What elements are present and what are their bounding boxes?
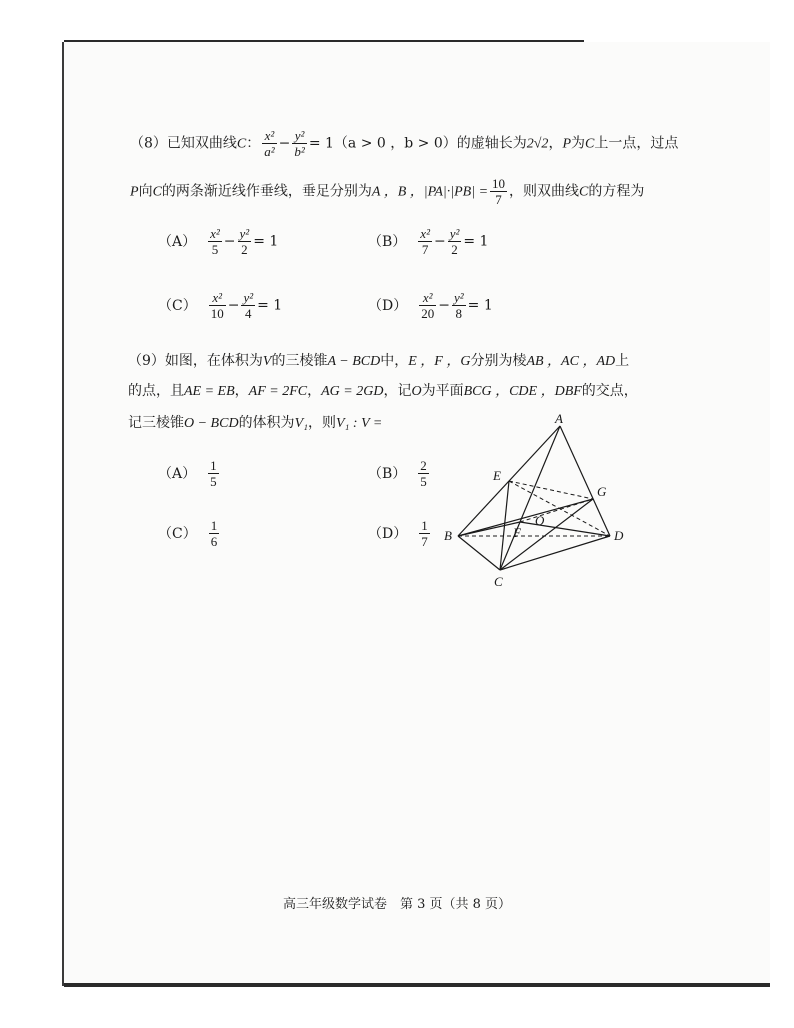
frac-num: 1	[210, 518, 218, 533]
option-frac	[452, 290, 466, 321]
edge-bc	[458, 536, 500, 570]
q9-text: ，则	[307, 415, 336, 431]
option-label: （A）	[158, 233, 197, 250]
q8-var: C	[236, 136, 247, 152]
edge-ad	[560, 426, 610, 536]
q9-points: E ，F ，G	[408, 354, 471, 369]
q8-option-d[interactable]: （D） $\frac{\text{x²}}{20}$ − $\frac{\text{y²}}{8}$ = 1	[368, 290, 493, 321]
option-frac	[208, 226, 222, 257]
frac-den: 20	[421, 306, 435, 321]
q9-text: 如图，在体积为	[164, 353, 263, 369]
option-label: （A）	[158, 465, 197, 482]
frac-den: 5	[210, 474, 217, 489]
q9-planes: BCG ，CDE ，DBF	[463, 384, 582, 399]
label-e: E	[493, 468, 501, 483]
q9-pyramid: O − BCD	[184, 416, 239, 431]
q9-text: 的三棱锥	[271, 353, 328, 369]
q9-option-d[interactable]	[368, 518, 432, 549]
option-rhs: = 1	[257, 297, 283, 314]
label-b: B	[444, 528, 452, 543]
label-o: O	[535, 513, 545, 528]
q8-text: ，	[548, 135, 563, 152]
q8-text: 的虚轴长为	[456, 135, 527, 152]
q8-text: 的两条渐近线作垂线，垂足分别为	[161, 183, 372, 200]
q8-line-2	[130, 176, 644, 207]
option-rhs: = 1	[253, 233, 279, 250]
frac-den: 10	[210, 306, 224, 321]
frac-num: y²	[292, 128, 306, 144]
line-bf	[458, 522, 520, 536]
option-label: （D）	[368, 525, 408, 542]
q8-product: |PA|·|PB| =	[423, 184, 489, 200]
q8-number: （8）	[130, 135, 167, 152]
q8-option-c[interactable]: （C） $\frac{\text{x²}}{10}$ − $\frac{\text{y²}}{4}$ = 1	[158, 290, 283, 321]
q9-text: 分别为棱	[470, 353, 527, 369]
frac-den: 8	[455, 306, 463, 321]
line-eg-hidden	[509, 481, 593, 499]
frac-num: y²	[243, 290, 254, 305]
frac-den: 7	[421, 534, 428, 549]
frac-num: x²	[262, 128, 276, 144]
label-a: A	[555, 412, 563, 426]
frac-num: 10	[492, 176, 506, 191]
scan-edge-bottom	[64, 983, 770, 987]
label-f: F	[513, 525, 521, 540]
frac-den: 7	[495, 192, 502, 207]
q8-var: P	[562, 136, 571, 152]
q8-frac-y	[292, 128, 306, 159]
frac-num: 1	[210, 458, 217, 473]
q8-len: 2√2	[526, 136, 549, 152]
q8-cond: = 1（a > 0 ，b > 0）	[308, 135, 457, 152]
q8-line-1	[130, 128, 678, 159]
q8-text: ，则双曲线	[509, 183, 580, 200]
frac-den: 5	[211, 242, 219, 257]
frac-num: y²	[239, 226, 250, 241]
option-frac	[448, 226, 462, 257]
frac-num: y²	[449, 226, 460, 241]
q9-option-a[interactable]	[158, 458, 221, 489]
frac-num: x²	[209, 290, 226, 306]
label-g: G	[597, 484, 607, 499]
q9-text: ，	[307, 383, 322, 399]
option-label: （C）	[158, 525, 197, 542]
q9-number: （9）	[128, 353, 165, 369]
option-rhs: = 1	[467, 297, 493, 314]
q9-text: ，记	[383, 383, 412, 399]
q9-pyramid: A − BCD	[327, 354, 381, 369]
option-label: （B）	[368, 465, 407, 482]
frac-num: 1	[421, 518, 428, 533]
q9-text: 的交点，	[581, 383, 638, 399]
edge-cd	[500, 536, 610, 570]
q8-var: C	[585, 136, 595, 152]
q9-eq: AG = 2GD	[321, 384, 384, 399]
option-label: （C）	[158, 297, 197, 314]
q9-option-b[interactable]	[368, 458, 431, 489]
q8-var: C	[152, 184, 162, 200]
q9-line-3	[128, 412, 382, 432]
q9-line-1	[128, 350, 629, 370]
q8-op: −	[278, 135, 291, 152]
frac-den: 2	[241, 242, 248, 257]
option-frac	[419, 518, 430, 549]
tetrahedron-figure	[438, 412, 638, 592]
q8-option-b[interactable]: （B） $\frac{\text{x²}}{7}$ − $\frac{\text{y²}}{2}$ = 1	[368, 226, 489, 257]
q9-ratio: V₁ : V =	[335, 416, 383, 431]
frac-den: a²	[264, 144, 275, 159]
q8-text: 向	[138, 183, 153, 200]
q9-text: 的点，且	[128, 383, 184, 399]
option-frac	[238, 226, 252, 257]
option-frac	[208, 458, 219, 489]
q9-text: 的体积为	[238, 415, 295, 431]
frac-num: x²	[419, 290, 436, 306]
frac-num: y²	[453, 290, 464, 305]
q8-frac-x	[262, 128, 276, 159]
q9-var: V₁	[294, 416, 308, 431]
frac-den: 5	[420, 474, 427, 489]
q9-text: 上	[615, 353, 630, 369]
frac-num: x²	[210, 226, 220, 241]
frac-den: 2	[451, 242, 458, 257]
q9-line-2	[128, 380, 638, 400]
option-frac	[418, 226, 432, 257]
q8-text: 已知双曲线	[166, 135, 237, 152]
label-c: C	[494, 574, 503, 589]
option-frac	[241, 290, 255, 321]
q9-edges: AB ，AC ，AD	[526, 354, 616, 369]
frac-num: x²	[420, 226, 430, 241]
frac-den: 7	[421, 242, 429, 257]
q9-eq: AF = 2FC	[248, 384, 308, 399]
q9-text: 为平面	[421, 383, 464, 399]
q8-text: ：	[246, 135, 261, 152]
q8-var: P	[130, 184, 139, 200]
q8-var: C	[579, 184, 589, 200]
page-footer: 高三年级数学试卷 第 3 页（共 8 页）	[282, 897, 512, 912]
line-fg-hidden	[520, 499, 593, 522]
q8-option-a[interactable]: （A） $\frac{\text{x²}}{5}$ − $\frac{\text{y²}}{2}$ = 1	[158, 226, 279, 257]
q9-var: V	[262, 354, 272, 369]
q9-text: 记三棱锥	[128, 415, 184, 431]
option-label: （B）	[368, 233, 407, 250]
q9-var: O	[411, 384, 422, 399]
option-frac	[209, 518, 220, 549]
q9-text: ，	[234, 383, 249, 399]
q8-text: 的方程为	[588, 183, 645, 200]
edge-ac	[500, 426, 560, 570]
q8-text: 上一点，过点	[594, 135, 679, 152]
frac-num: 2	[420, 458, 427, 473]
option-label: （D）	[368, 297, 408, 314]
option-rhs: = 1	[463, 233, 489, 250]
option-frac	[419, 290, 436, 321]
frac-den: 6	[210, 534, 218, 549]
option-frac	[209, 290, 226, 321]
frac-den: 4	[245, 306, 252, 321]
frac-den: b²	[294, 144, 305, 159]
q8-text: 为	[571, 135, 585, 152]
q9-text: 中，	[380, 353, 409, 369]
q9-option-c[interactable]	[158, 518, 221, 549]
label-d: D	[614, 528, 624, 543]
q8-points: A ，B ，	[371, 184, 424, 200]
option-frac	[418, 458, 429, 489]
q9-eq: AE = EB	[184, 384, 235, 399]
q8-frac-value	[490, 176, 507, 207]
